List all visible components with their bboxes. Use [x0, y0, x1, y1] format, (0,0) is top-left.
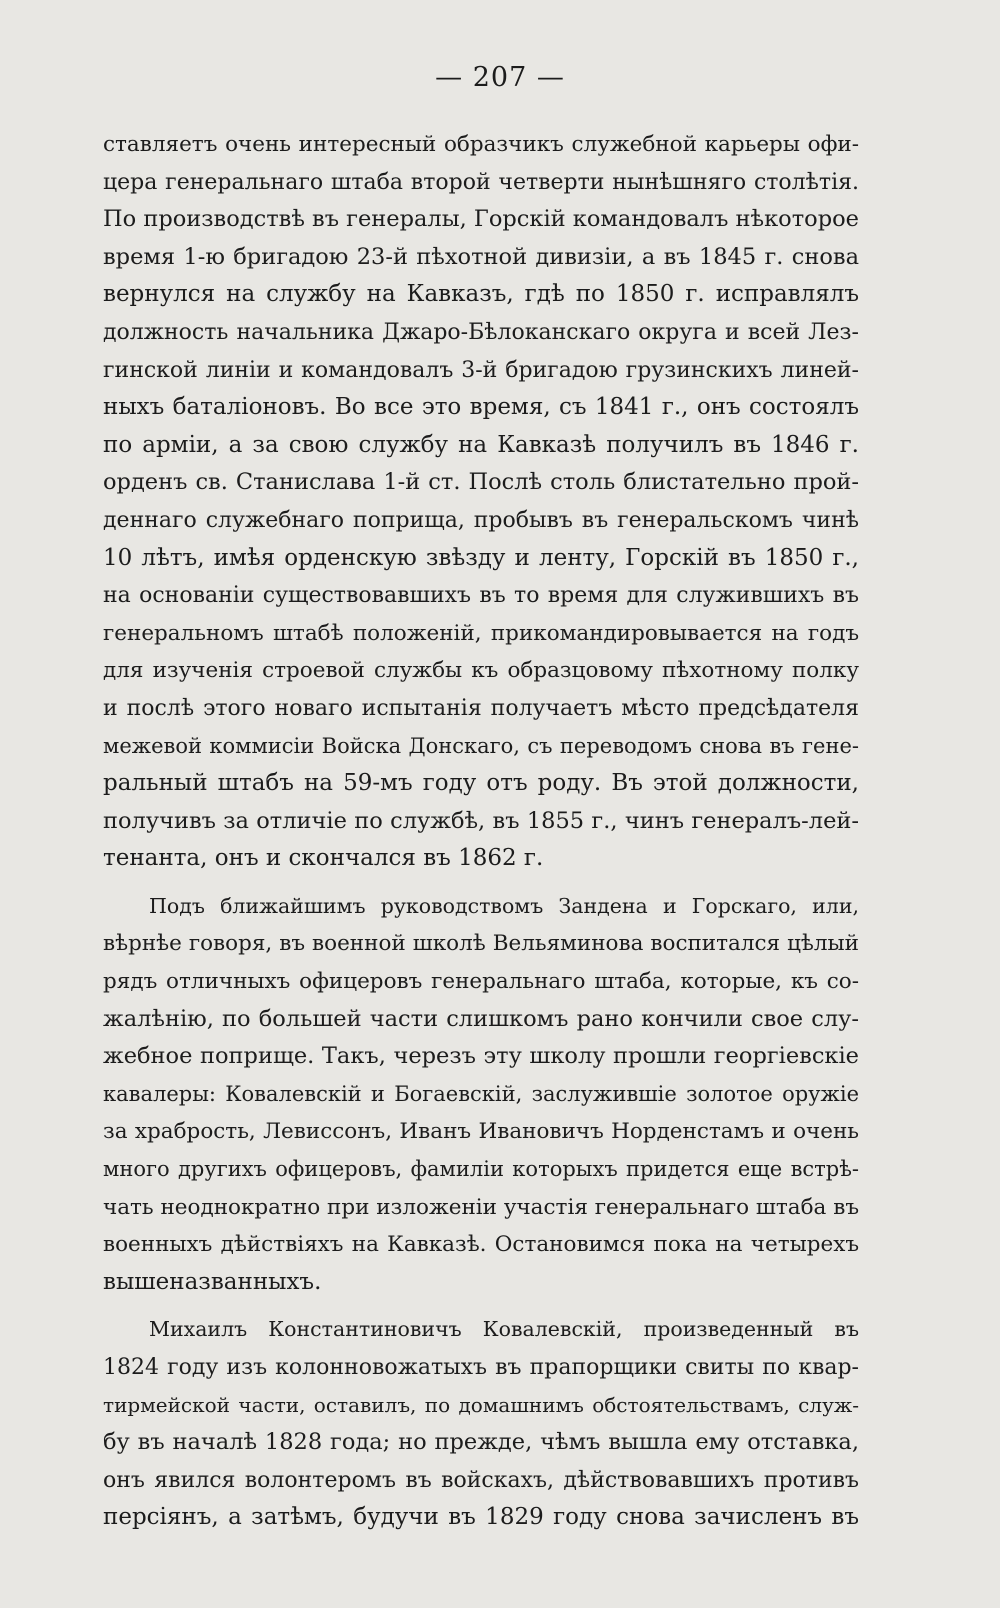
- text-line: цера генеральнаго штаба второй четверти нынѣшняго столѣтія.: [103, 169, 859, 195]
- text-line: жалѣнію, по большей части слишкомъ рано кончили свое слу-: [103, 1005, 859, 1032]
- text-line: генеральномъ штабѣ положеній, прикомандировывается на годъ: [103, 620, 859, 646]
- page-number: — 207 —: [435, 62, 565, 93]
- text-line: должность начальника Джаро-Бѣлоканскаго округа и всей Лез-: [103, 319, 859, 345]
- paragraph: [103, 1311, 859, 1537]
- text-line: чать неоднократно при изложеніи участія генеральнаго штаба въ: [103, 1194, 859, 1220]
- paragraph: [103, 126, 859, 878]
- text-line: вѣрнѣе говоря, въ военной школѣ Вельяминова воспитался цѣлый: [103, 931, 859, 957]
- text-line: межевой коммисіи Войска Донскаго, съ переводомъ снова въ гене-: [103, 733, 859, 758]
- text-line: вернулся на службу на Кавказъ, гдѣ по 1850 г. исправлялъ: [103, 281, 859, 308]
- text-line: орденъ св. Станислава 1-й ст. Послѣ столь блистательно прой-: [103, 469, 859, 496]
- paragraph-gap: [103, 1301, 859, 1311]
- text-line: много другихъ офицеровъ, фамиліи которыхъ придется еще встрѣ-: [103, 1157, 859, 1182]
- text-line: получивъ за отличіе по службѣ, въ 1855 г., чинъ генералъ-лей-: [103, 807, 859, 834]
- text-line: вышеназванныхъ.: [103, 1268, 322, 1295]
- text-line: Подъ ближайшимъ руководствомъ Зандена и Горскаго, или,: [149, 893, 859, 918]
- paragraph-gap: [103, 878, 859, 888]
- text-line: ставляетъ очень интересный образчикъ служебной карьеры офи-: [103, 132, 859, 157]
- text-line: 10 лѣтъ, имѣя орденскую звѣзду и ленту, Горскій въ 1850 г.,: [103, 544, 859, 571]
- text-line: кавалеры: Ковалевскій и Богаевскій, заслужившіе золотое оружіе: [103, 1081, 859, 1106]
- text-line: онъ явился волонтеромъ въ войскахъ, дѣйствовавшихъ противъ: [103, 1467, 859, 1493]
- text-line: время 1-ю бригадою 23-й пѣхотной дивизіи, а въ 1845 г. снова: [103, 243, 859, 270]
- body-text: [103, 126, 859, 1537]
- text-line: персіянъ, а затѣмъ, будучи въ 1829 году снова зачисленъ въ: [103, 1504, 859, 1531]
- text-line: ральный штабъ на 59-мъ году отъ роду. Въ этой должности,: [103, 770, 859, 797]
- text-line: и послѣ этого новаго испытанія получаетъ мѣсто предсѣдателя: [103, 695, 859, 721]
- text-line: рядъ отличныхъ офицеровъ генеральнаго штаба, которые, къ со-: [103, 969, 859, 995]
- text-line: По производствѣ въ генералы, Горскій командовалъ нѣкоторое: [103, 206, 859, 233]
- text-line: гинской линіи и командовалъ 3-й бригадою грузинскихъ линей-: [103, 357, 859, 383]
- text-line: тенанта, онъ и скончался въ 1862 г.: [103, 845, 544, 872]
- text-line: жебное поприще. Такъ, черезъ эту школу прошли георгіевскіе: [103, 1043, 859, 1070]
- text-line: 1824 году изъ колонновожатыхъ въ прапорщики свиты по квар-: [103, 1355, 859, 1380]
- text-line: по арміи, а за свою службу на Кавказѣ получилъ въ 1846 г.: [103, 431, 859, 458]
- paragraph: [103, 888, 859, 1302]
- text-line: военныхъ дѣйствіяхъ на Кавказѣ. Остановимся пока на четырехъ: [103, 1232, 859, 1258]
- text-line: бу въ началѣ 1828 года; но прежде, чѣмъ вышла ему отставка,: [103, 1429, 859, 1456]
- text-line: на основаніи существовавшихъ въ то время для служившихъ въ: [103, 583, 859, 609]
- text-line: для изученія строевой службы къ образцовому пѣхотному полку: [103, 658, 859, 684]
- text-line: тирмейской части, оставилъ, по домашнимъ обстоятельствамъ, служ-: [103, 1392, 859, 1417]
- text-line: деннаго служебнаго поприща, пробывъ въ генеральскомъ чинѣ: [103, 507, 859, 533]
- text-line: Михаилъ Константиновичъ Ковалевскій, произведенный въ: [149, 1317, 859, 1342]
- text-line: ныхъ баталіоновъ. Во все это время, съ 1841 г., онъ состоялъ: [103, 394, 859, 421]
- text-line: за храбрость, Левиссонъ, Иванъ Ивановичъ Норденстамъ и очень: [103, 1119, 859, 1145]
